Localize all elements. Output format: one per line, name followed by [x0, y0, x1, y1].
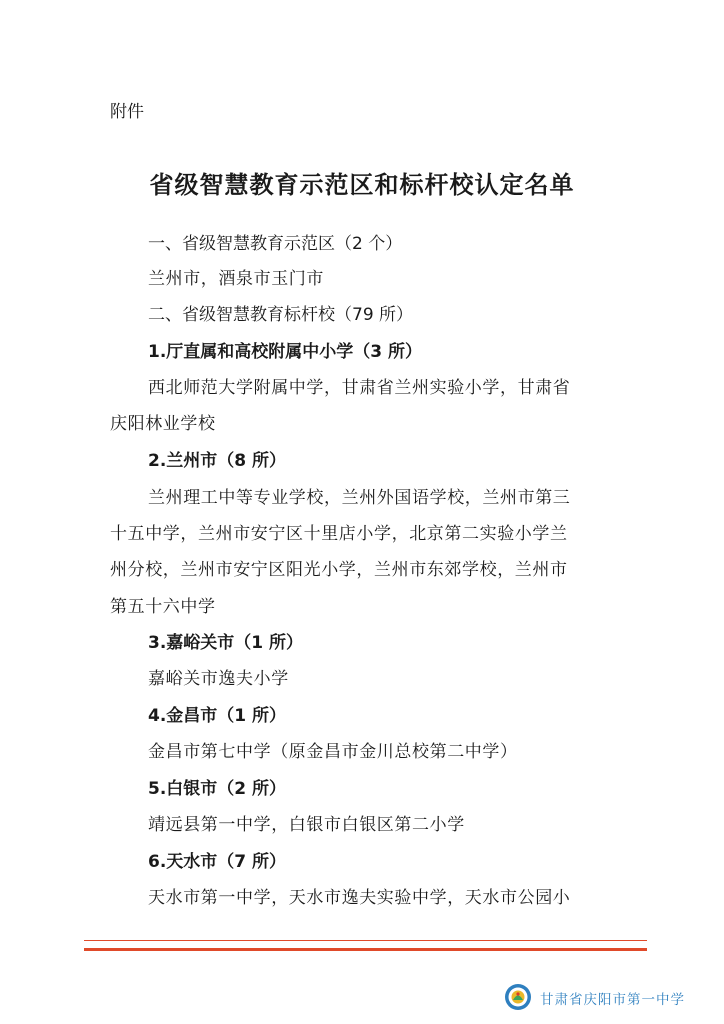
- section1-content: 兰州市，酒泉市玉门市: [148, 269, 324, 289]
- group-heading-4: 4.金昌市（1 所）: [148, 706, 287, 726]
- group-line: 第五十六中学: [110, 597, 216, 617]
- group-heading-2: 2.兰州市（8 所）: [148, 451, 287, 471]
- group-line: 州分校，兰州市安宁区阳光小学，兰州市东郊学校，兰州市: [110, 560, 568, 580]
- group-line: 金昌市第七中学（原金昌市金川总校第二中学）: [148, 742, 518, 762]
- section2-heading: 二、省级智慧教育标杆校（79 所）: [148, 305, 414, 325]
- group-heading-6: 6.天水市（7 所）: [148, 852, 287, 872]
- group-line: 兰州理工中等专业学校，兰州外国语学校，兰州市第三: [148, 488, 571, 508]
- group-line: 庆阳林业学校: [110, 414, 216, 434]
- footer-rule-thin: [84, 940, 647, 941]
- school-emblem-icon: [504, 983, 532, 1011]
- footer-rule-thick: [84, 948, 647, 951]
- group-line: 靖远县第一中学，白银市白银区第二小学: [148, 815, 465, 835]
- group-heading-3: 3.嘉峪关市（1 所）: [148, 633, 304, 653]
- group-heading-5: 5.白银市（2 所）: [148, 779, 287, 799]
- group-heading-1: 1.厅直属和高校附属中小学（3 所）: [148, 342, 423, 362]
- group-line: 嘉峪关市逸夫小学: [148, 669, 289, 689]
- footer-school-name: 甘肃省庆阳市第一中学: [540, 992, 685, 1008]
- section1-heading: 一、省级智慧教育示范区（2 个）: [148, 234, 403, 254]
- group-line: 天水市第一中学，天水市逸夫实验中学，天水市公园小: [148, 888, 571, 908]
- group-line: 十五中学，兰州市安宁区十里店小学，北京第二实验小学兰: [110, 524, 568, 544]
- group-line: 西北师范大学附属中学，甘肃省兰州实验小学，甘肃省: [148, 378, 571, 398]
- attachment-label: 附件: [110, 102, 144, 122]
- document-title: 省级智慧教育示范区和标杆校认定名单: [149, 171, 575, 199]
